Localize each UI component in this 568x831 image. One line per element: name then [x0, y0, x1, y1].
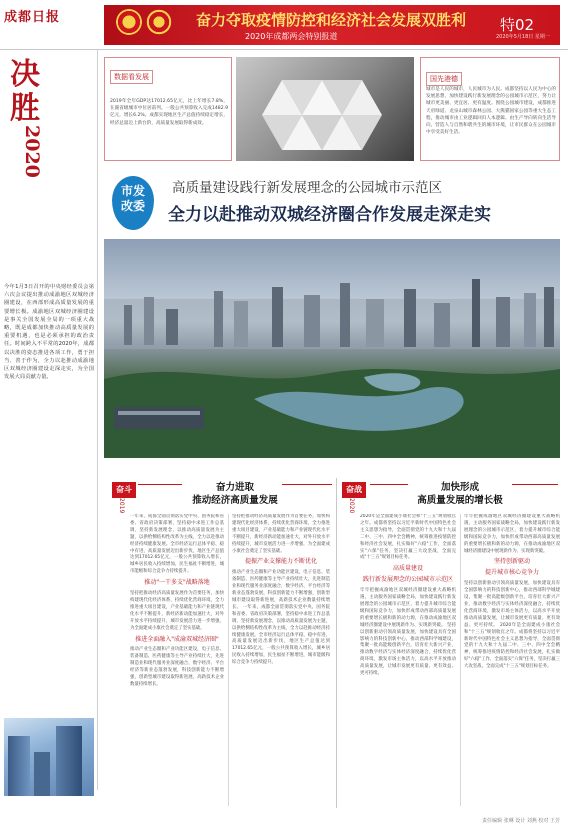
column-divider — [228, 514, 229, 806]
section-2-body-2b: 牢牢把握成渝地区双城经济圈建设重大战略机遇，主动服务国家战略全局，加快建设践行新发展理念的公园城市示范区，着力提升城市综合能级和国际竞争力，加快形成带动西部高质量发展的重要增长极和新的动力源，在推动成渝地区双城经济圈建设中展现新作为、实现新突破。 — [464, 514, 560, 554]
section-head-2-line1: 加快形成 — [440, 482, 479, 493]
section-1-col-1 — [130, 514, 224, 806]
newspaper-logo: 成都日报 — [4, 10, 61, 25]
banner-date: 2020年5月18日 星期一 — [496, 34, 550, 40]
column-divider — [460, 514, 461, 806]
building-shape — [34, 752, 50, 796]
section-1-body-2: 坚持把推动经济高质量发展作为首要任务，加快构建现代化经济体系，持续优化营商环境，全力推进重大项目建设，产业基础能力和产业链现代化水平不断提升，新经济新动能加速壮大，对外开放水平持续提升，城市发展活力进一步增强，为全面建成小康社会奠定了坚实基础。 — [130, 591, 224, 631]
section-1-minihead-3: 提振产业支撑能力不断优化 — [244, 558, 317, 566]
column-year: 2020 — [21, 125, 43, 178]
section-2-minihead-1: 高质量建设 — [392, 565, 423, 573]
section-2-body-2: 牢牢把握成渝地区双城经济圈建设重大战略机遇，主动服务国家战略全局，加快建设践行新发展理念的公园城市示范区，着力提升城市综合能级和国际竞争力，加快形成带动西部高质量发展的重要增长极和新的动力源，在推动成渝地区双城经济圈建设中展现新作为、实现新突破。 — [360, 588, 456, 628]
banner-title: 奋力夺取疫情防控和经济社会发展双胜利 — [196, 11, 467, 29]
section-1-body-3: 推动产业生态圈和产业功能区建设，电子信息、装备制造、医药健康等主导产业持续壮大，先进制造业和现代服务业深度融合，数字经济、平台经济等新业态蓬勃发展，科技创新能力不断增强，创新型城市建设取得新进展，高新技术企业数量持续增长。 — [130, 647, 224, 687]
headline-subtitle: 高质量建设践行新发展理念的公园城市示范区 — [172, 180, 442, 196]
section-divider — [336, 478, 337, 808]
section-year-2: 2020 — [348, 498, 355, 514]
info-box-label: 国先港德 — [426, 72, 462, 86]
section-head-2-line2: 高质量发展的增长极 — [417, 495, 503, 506]
section-1-body-1b: 一年来，成都全面贯彻落实党中央、国务院和省委、省政府决策部署，坚持稳中求进工作总基调，坚持新发展理念，以推动高质量发展为主题，以供给侧结构性改革为主线，全力以赴推动经济持续健康发展。全市经济运行总体平稳、稳中有进，高质量发展迈出新步伐，地区生产总值达到17012.65亿元，一般公共预算收入增长，城乡居民收入持续增加，民生福祉不断增进，城市能级和综合竞争力持续提升。 — [232, 604, 330, 666]
triangle-facade-graphic — [262, 80, 392, 150]
page-number: 特02 — [500, 16, 535, 34]
section-2-body-1b: 2020年是全面建成小康社会和"十三五"规划收官之年。成都将坚持以习近平新时代中国特色社会主义思想为指导，全面贯彻党的十九大和十九届二中、三中、四中全会精神，统筹推进疫情防控和经济社会发展，扎实做好"六稳"工作，全面落实"六保"任务，坚决打赢三大攻坚战，全面完成"十三五"规划目标任务。 — [464, 622, 560, 670]
building-shape — [8, 736, 30, 796]
info-box-body: 城市是人民的城市，人民城市为人民。成都坚持以人民为中心的发展思想，加快建设践行新发展理念的公园城市示范区，努力让城市更美丽、更宜居、更有温度。围绕公园城市建设，成都推进天府绿道、龙泉山城市森林公园、大熊猫国家公园等重大生态工程，推动城市由工业逻辑回归人本逻辑、由生产导向转向生活导向，营造人与自然和谐共生的城市环境，让市民群众在公园城市中享受美好生活。 — [426, 87, 556, 136]
section-2-minihead-2: 践行新发展理念的公园城市示范区 — [362, 576, 453, 584]
section-2-body-3b: 坚持以创新驱动引领高质量发展，加快建设具有全国影响力的科技创新中心，推动西部科学城建设，集聚一批高能级创新平台，培育壮大新兴产业，推动数字经济与实体经济深度融合，持续优化营商环境，激发市场主体活力，以高水平开放推动高质量发展，让城市发展更有质量、更有效益、更可持续。 — [464, 581, 560, 628]
section-head-2 — [404, 481, 516, 507]
banner-subtitle: 2020年成都两会特别报道 — [245, 32, 338, 41]
data-box-label: 数据看发展 — [110, 70, 153, 84]
section-rule — [370, 484, 408, 485]
section-2-minihead-4: 提升城市核心竞争力 — [484, 569, 539, 577]
section-1-col-2 — [232, 514, 330, 806]
section-rule — [512, 484, 558, 485]
column-title: 决胜 — [10, 57, 40, 126]
section-head-1-line1: 奋力进取 — [215, 482, 254, 493]
section-1-minihead-2: 推进全面融入"成渝双城经济圈" — [135, 635, 219, 643]
left-column-divider — [97, 50, 98, 790]
section-tag-1: 奋斗 — [112, 482, 136, 498]
section-1-body-1: 一年来，成都全面贯彻落实党中央、国务院和省委、省政府决策部署，坚持稳中求进工作总基调，坚持新发展理念，以推动高质量发展为主题，以供给侧结构性改革为主线，全力以赴推动经济持续健康发展。全市经济运行总体平稳、稳中有进，高质量发展迈出新步伐，地区生产总值达到17012.65亿元，一般公共预算收入增长，城乡居民收入持续增加，民生福祉不断增进，城市能级和综合竞争力持续提升。 — [130, 514, 224, 575]
section-2-col-2 — [464, 514, 560, 806]
city-skyline-photo — [104, 239, 560, 458]
section-1-body-3b: 推动产业生态圈和产业功能区建设，电子信息、装备制造、医药健康等主导产业持续壮大，先进制造业和现代服务业深度融合，数字经济、平台经济等新业态蓬勃发展，科技创新能力不断增强，创新型城市建设取得新进展，高新技术企业数量持续增长。 — [232, 570, 330, 610]
section-1-body-2b: 坚持把推动经济高质量发展作为首要任务，加快构建现代化经济体系，持续优化营商环境，全力推进重大项目建设，产业基础能力和产业链现代化水平不断提升，新经济新动能加速壮大，对外开放水平持续提升，城市发展活力进一步增强，为全面建成小康社会奠定了坚实基础。 — [232, 514, 330, 554]
section-2-minihead-3: 坚持创新驱动 — [493, 558, 530, 566]
section-rule — [138, 484, 182, 485]
data-box-body: 2019年全年GDP达17012.65亿元，比上年增长7.8%，在副省级城市中位居前列。一般公共预算收入完成1482.9亿元，增长6.2%。成都实现地区生产总值持续稳定增长，经济总量迈上新台阶，高质量发展取得新成效。 — [110, 99, 228, 126]
section-2-body-1: 2020年是全面建成小康社会和"十三五"规划收官之年。成都将坚持以习近平新时代中国特色社会主义思想为指导，全面贯彻党的十九大和十九届二中、三中、四中全会精神，统筹推进疫情防控和经济社会发展，扎实做好"六稳"工作，全面落实"六保"任务，坚决打赢三大攻坚战，全面完成"十三五"规划目标任务。 — [360, 514, 456, 561]
building-shape — [56, 726, 82, 796]
left-column-body: 今年1月3日召开的中央财经委员会第六次会议提出推动成渝地区双城经济圈建设，在西部形成高质量发展的重要增长极。成渝地区双城经济圈建设是事关全国发展全局的一项重大战略，既是成都加快推动高质量发展的重要机遇，也是必须承担的政治责任。时间跨入不平常的2020年，成都以决胜的姿态推进各项工作，勇于担当、善于作为，全力以赴推动成渝地区双城经济圈建设走深走实，为全国发展大局贡献力量。 — [4, 284, 94, 381]
section-2-col-1 — [360, 514, 456, 806]
headline-title: 全力以赴推动双城经济圈合作发展走深走实 — [168, 205, 491, 225]
section-head-1-line2: 推动经济高质量发展 — [192, 495, 278, 506]
cppcc-emblem-icon — [146, 9, 172, 35]
skyline-graphic — [104, 239, 560, 458]
section-year-1: 2019 — [118, 498, 125, 514]
section-2-body-3: 坚持以创新驱动引领高质量发展，加快建设具有全国影响力的科技创新中心，推动西部科学城建设，集聚一批高能级创新平台，培育壮大新兴产业，推动数字经济与实体经济深度融合，持续优化营商环境，激发市场主体活力，以高水平开放推动高质量发展，让城市发展更有质量、更有效益、更可持续。 — [360, 622, 456, 677]
section-1-minihead-1: 推动"一干多支"战略落地 — [144, 579, 210, 587]
department-badge-text: 市发改委 — [120, 184, 145, 213]
national-emblem-icon — [116, 9, 142, 35]
section-tag-2: 奋战 — [342, 482, 366, 498]
page-footer: 责任编辑 张琳 设计 刘燕 校对 王芳 — [482, 818, 560, 824]
section-head-1 — [180, 481, 290, 507]
